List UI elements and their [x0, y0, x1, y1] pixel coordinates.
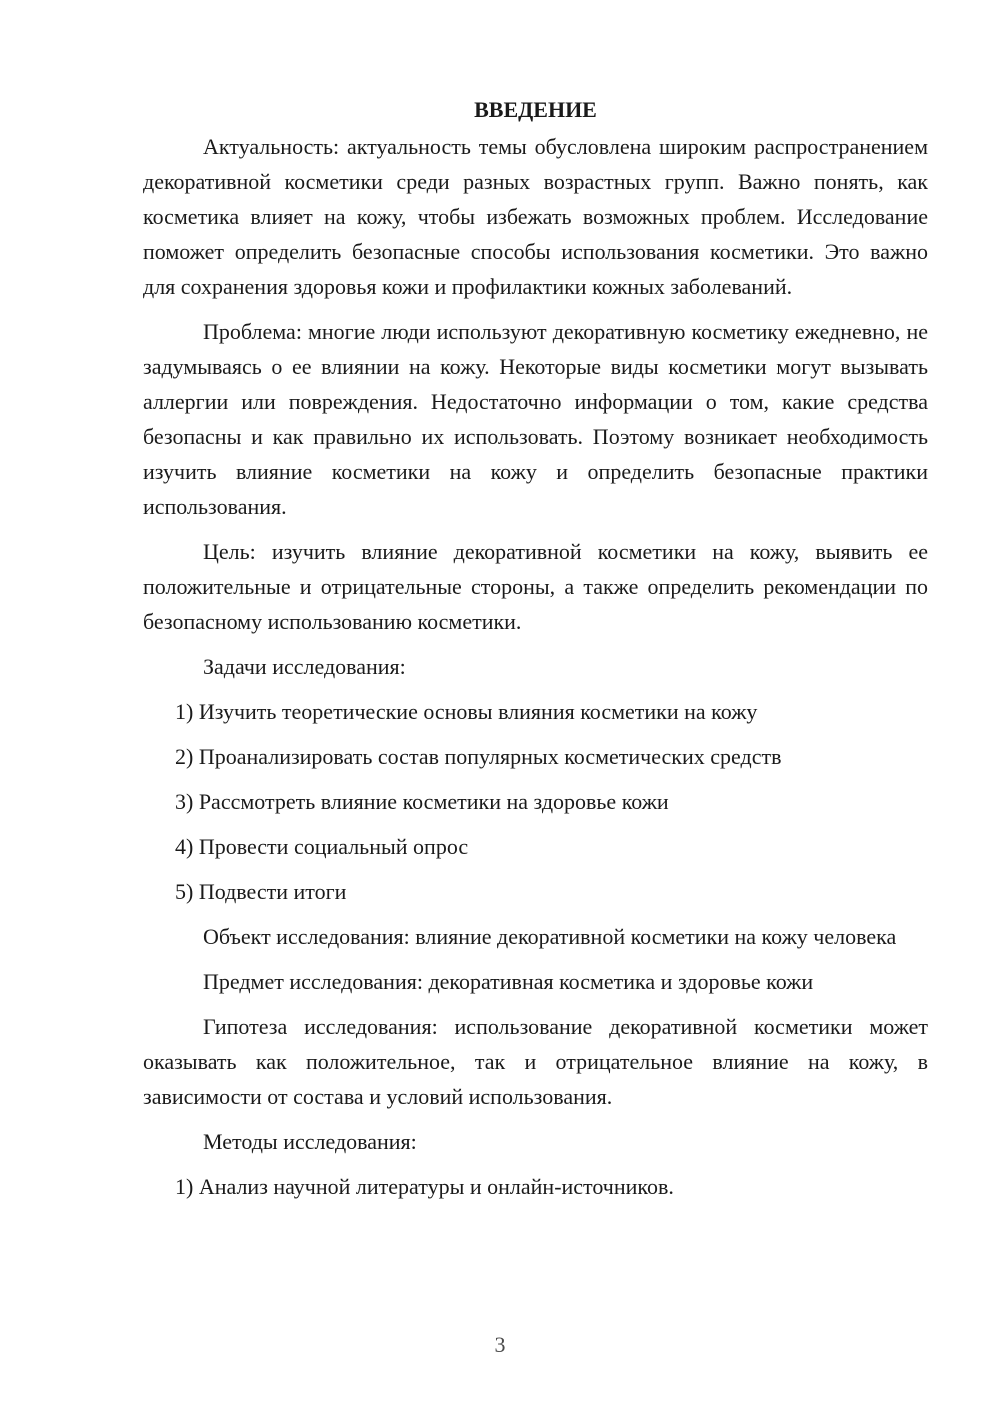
document-page	[143, 92, 928, 1214]
method-item: 1) Анализ научной литературы и онлайн-источников.	[175, 1174, 674, 1199]
task-item: 4) Провести социальный опрос	[175, 834, 469, 859]
subject-paragraph: Предмет исследования: декоративная косметика и здоровье кожи	[203, 969, 814, 994]
section-title: ВВЕДЕНИЕ	[474, 97, 597, 122]
methods-heading: Методы исследования:	[203, 1129, 417, 1154]
object-paragraph: Объект исследования: влияние декоративной косметики на кожу человека	[203, 924, 897, 949]
task-item: 1) Изучить теоретические основы влияния косметики на кожу	[175, 699, 758, 724]
page-number: 3	[494, 1332, 506, 1357]
relevance-paragraph: Актуальность: актуальность темы обусловлена широким распространением декоративной косметики среди разных возрастных групп. Важно понять, как косметика влияет на кожу, чтобы избежать возможных проблем. Исследование поможет определить безопасные способы использования косметики. Это важно для сохранения здоровья кожи и профилактики кожных заболеваний.	[143, 134, 928, 299]
task-item: 5) Подвести итоги	[175, 879, 347, 904]
task-item: 2) Проанализировать состав популярных косметических средств	[175, 744, 782, 769]
goal-paragraph: Цель: изучить влияние декоративной косметики на кожу, выявить ее положительные и отрицательные стороны, а также определить рекомендации по безопасному использованию косметики.	[143, 539, 928, 634]
hypothesis-paragraph: Гипотеза исследования: использование декоративной косметики может оказывать как положительное, так и отрицательное влияние на кожу, в зависимости от состава и условий использования.	[143, 1014, 928, 1109]
task-item: 3) Рассмотреть влияние косметики на здоровье кожи	[175, 789, 669, 814]
problem-paragraph: Проблема: многие люди используют декоративную косметику ежедневно, не задумываясь о ее влиянии на кожу. Некоторые виды косметики могут вызывать аллергии или повреждения. Недостаточно информации о том, какие средства безопасны и как правильно их использовать. Поэтому возникает необходимость изучить влияние косметики на кожу и определить безопасные практики использования.	[143, 319, 928, 519]
tasks-heading: Задачи исследования:	[203, 654, 406, 679]
